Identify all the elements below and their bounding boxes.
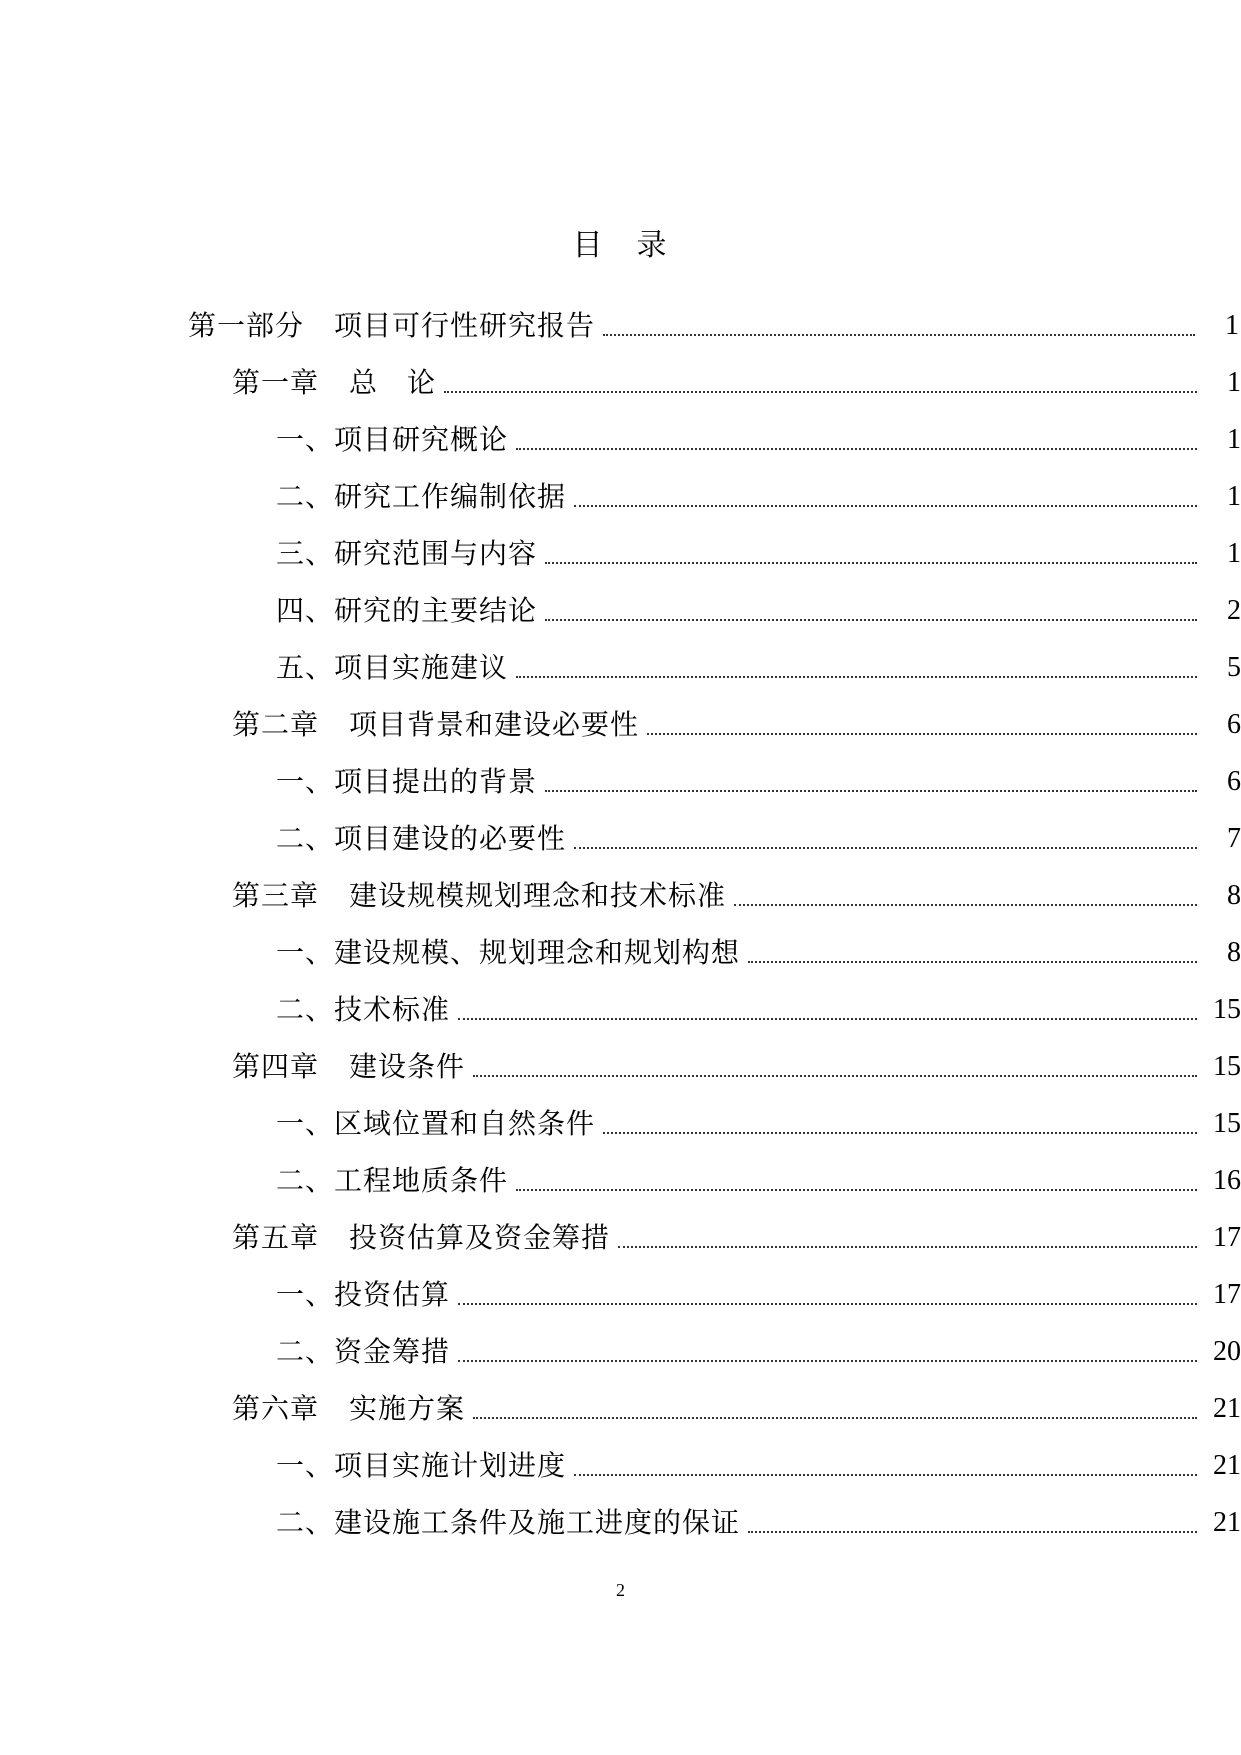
toc-entry-row	[232, 878, 1241, 914]
toc-entry-page-number: 21	[1213, 1393, 1241, 1424]
toc-entry-title: 建设施工条件及施工进度的保证	[334, 1506, 741, 1539]
toc-entry-label	[276, 992, 450, 1028]
toc-entry-row	[276, 1448, 1241, 1484]
toc-entry-label	[276, 593, 537, 629]
toc-entry-number: 第五章	[232, 1221, 320, 1254]
toc-entry-number: 一、	[276, 936, 335, 969]
toc-entry[interactable]	[0, 584, 1241, 641]
toc-entry-number: 二、	[276, 1506, 335, 1539]
toc-entry[interactable]	[0, 1154, 1241, 1211]
toc-entry[interactable]	[0, 470, 1241, 527]
dot-leader	[574, 847, 1197, 849]
toc-entry-label	[276, 935, 740, 971]
toc-entry[interactable]	[0, 1097, 1241, 1154]
toc-entry-page-number: 21	[1213, 1450, 1241, 1481]
toc-entry-row	[276, 1277, 1241, 1313]
dot-leader	[574, 505, 1197, 507]
dot-leader	[603, 334, 1195, 336]
toc-entry-page-number: 8	[1227, 937, 1241, 968]
toc-entry-page-number: 21	[1213, 1507, 1241, 1538]
toc-entry-title: 总 论	[349, 366, 437, 399]
toc-entry-title: 资金筹措	[334, 1335, 451, 1368]
toc-entry-title: 研究工作编制依据	[334, 480, 567, 513]
toc-entry-number: 四、	[276, 594, 335, 627]
toc-entry-label	[276, 479, 566, 515]
toc-entry-title: 项目可行性研究报告	[334, 309, 596, 342]
toc-entry-row	[232, 365, 1241, 401]
toc-entry-row	[276, 1163, 1241, 1199]
dot-leader	[516, 1189, 1197, 1191]
toc-entry-number: 第一章	[232, 366, 320, 399]
toc-entry-page-number: 1	[1227, 481, 1241, 512]
toc-entry[interactable]	[0, 1439, 1241, 1496]
toc-entry-title: 研究范围与内容	[334, 537, 538, 570]
toc-entry-row	[276, 1505, 1241, 1541]
toc-entry[interactable]	[0, 755, 1241, 812]
toc-entry-number: 二、	[276, 822, 335, 855]
toc-entry-row	[232, 707, 1241, 743]
dot-leader	[444, 391, 1197, 393]
toc-entry-label	[276, 536, 537, 572]
dot-leader	[603, 1132, 1197, 1134]
page-number: 2	[616, 1580, 625, 1600]
dot-leader	[458, 1018, 1197, 1020]
dot-leader	[473, 1417, 1197, 1419]
toc-entry-label	[188, 308, 595, 344]
toc-entry-row	[276, 935, 1241, 971]
toc-entry-page-number: 16	[1213, 1165, 1241, 1196]
toc-entry-row	[188, 308, 1239, 344]
toc-entry-label	[276, 821, 566, 857]
toc-entry[interactable]	[0, 1040, 1241, 1097]
toc-entry-page-number: 7	[1227, 823, 1241, 854]
toc-entry-row	[276, 821, 1241, 857]
toc-entry-title: 建设规模规划理念和技术标准	[349, 879, 727, 912]
toc-entry[interactable]	[0, 527, 1241, 584]
toc-entry-number: 一、	[276, 765, 335, 798]
toc-entry-label	[232, 1220, 610, 1256]
dot-leader	[545, 619, 1197, 621]
toc-entry[interactable]	[0, 812, 1241, 869]
toc-entry-page-number: 8	[1227, 880, 1241, 911]
toc-title: 目 录	[572, 228, 669, 263]
toc-entry[interactable]	[0, 641, 1241, 698]
toc-entry-title: 建设条件	[349, 1050, 466, 1083]
toc-entry[interactable]	[0, 1325, 1241, 1382]
toc-entry-label	[276, 1277, 450, 1313]
toc-entry-title: 项目实施建议	[334, 651, 509, 684]
toc-entry-label	[232, 1049, 465, 1085]
toc-entry[interactable]	[0, 698, 1241, 755]
toc-entry-title: 项目研究概论	[334, 423, 509, 456]
toc-entry-page-number: 6	[1227, 766, 1241, 797]
toc-entry-number: 二、	[276, 1335, 335, 1368]
toc-entry-page-number: 5	[1227, 652, 1241, 683]
toc-entry-title: 研究的主要结论	[334, 594, 538, 627]
toc-entry-title: 实施方案	[349, 1392, 466, 1425]
toc-entry[interactable]	[0, 1268, 1241, 1325]
toc-entry[interactable]	[0, 356, 1241, 413]
dot-leader	[458, 1360, 1197, 1362]
toc-entry-label	[276, 422, 508, 458]
toc-entry-row	[276, 1334, 1241, 1370]
toc-entry-title: 项目建设的必要性	[334, 822, 567, 855]
toc-entry-row	[276, 593, 1241, 629]
toc-entry-title: 投资估算	[334, 1278, 451, 1311]
toc-entry[interactable]	[0, 299, 1241, 356]
toc-entry-label	[276, 1334, 450, 1370]
toc-entry-label	[232, 1391, 465, 1427]
toc-entry-page-number: 1	[1227, 367, 1241, 398]
toc-entry-number: 二、	[276, 1164, 335, 1197]
toc-entry-number: 第三章	[232, 879, 320, 912]
toc-entry-number: 三、	[276, 537, 335, 570]
toc-entry-page-number: 17	[1213, 1222, 1241, 1253]
toc-entry-label	[232, 707, 639, 743]
toc-entry-page-number: 15	[1213, 1051, 1241, 1082]
toc-entry-title: 投资估算及资金筹措	[349, 1221, 611, 1254]
toc-entry-number: 一、	[276, 1278, 335, 1311]
toc-entry-page-number: 6	[1227, 709, 1241, 740]
toc-entry-row	[276, 764, 1241, 800]
toc-entry-page-number: 1	[1227, 424, 1241, 455]
toc-entry[interactable]	[0, 1496, 1241, 1553]
dot-leader	[516, 448, 1197, 450]
toc-entry-row	[276, 650, 1241, 686]
dot-leader	[574, 1474, 1197, 1476]
toc-entry-row	[232, 1049, 1241, 1085]
toc-entry-title: 项目提出的背景	[334, 765, 538, 798]
toc-entry-label	[276, 1163, 508, 1199]
dot-leader	[734, 904, 1197, 906]
toc-entry[interactable]	[0, 1211, 1241, 1268]
toc-entry-label	[232, 365, 436, 401]
toc-entry-number: 第六章	[232, 1392, 320, 1425]
toc-entry-page-number: 2	[1227, 595, 1241, 626]
toc-entry-page-number: 15	[1213, 994, 1241, 1025]
dot-leader	[618, 1246, 1197, 1248]
toc-entry[interactable]	[0, 1382, 1241, 1439]
dot-leader	[473, 1075, 1197, 1077]
toc-entry-page-number: 15	[1213, 1108, 1241, 1139]
toc-entry-row	[276, 992, 1241, 1028]
toc-entry-page-number: 20	[1213, 1336, 1241, 1367]
toc-entry-number: 第一部分	[188, 309, 305, 342]
dot-leader	[545, 562, 1197, 564]
toc-entry-number: 一、	[276, 423, 335, 456]
toc-entry-row	[276, 1106, 1241, 1142]
toc-entry-title: 工程地质条件	[334, 1164, 509, 1197]
dot-leader	[458, 1303, 1197, 1305]
toc-entry-title: 项目背景和建设必要性	[349, 708, 640, 741]
toc-entry[interactable]	[0, 983, 1241, 1040]
toc-entry-number: 一、	[276, 1107, 335, 1140]
toc-entry-page-number: 17	[1213, 1279, 1241, 1310]
toc-entry-number: 二、	[276, 993, 335, 1026]
toc-entry-row	[276, 536, 1241, 572]
dot-leader	[545, 790, 1197, 792]
toc-entry[interactable]	[0, 869, 1241, 926]
dot-leader	[748, 1531, 1197, 1533]
toc-entry[interactable]	[0, 413, 1241, 470]
toc-entry-row	[232, 1391, 1241, 1427]
toc-entry-title: 区域位置和自然条件	[334, 1107, 596, 1140]
toc-list	[0, 299, 1241, 1553]
dot-leader	[516, 676, 1197, 678]
toc-entry-number: 一、	[276, 1449, 335, 1482]
toc-entry-page-number: 1	[1225, 310, 1239, 341]
toc-entry-number: 第二章	[232, 708, 320, 741]
toc-entry-label	[276, 1448, 566, 1484]
toc-entry-title: 建设规模、规划理念和规划构想	[334, 936, 741, 969]
toc-entry-number: 五、	[276, 651, 335, 684]
toc-entry-row	[276, 479, 1241, 515]
dot-leader	[647, 733, 1197, 735]
toc-entry-title: 技术标准	[334, 993, 451, 1026]
toc-entry-row	[276, 422, 1241, 458]
toc-entry-label	[276, 764, 537, 800]
toc-entry-number: 第四章	[232, 1050, 320, 1083]
toc-entry-label	[276, 1505, 740, 1541]
toc-entry-label	[232, 878, 726, 914]
dot-leader	[748, 961, 1197, 963]
toc-entry-row	[232, 1220, 1241, 1256]
toc-entry-number: 二、	[276, 480, 335, 513]
toc-entry-title: 项目实施计划进度	[334, 1449, 567, 1482]
toc-entry[interactable]	[0, 926, 1241, 983]
toc-entry-label	[276, 1106, 595, 1142]
toc-entry-page-number: 1	[1227, 538, 1241, 569]
toc-entry-label	[276, 650, 508, 686]
